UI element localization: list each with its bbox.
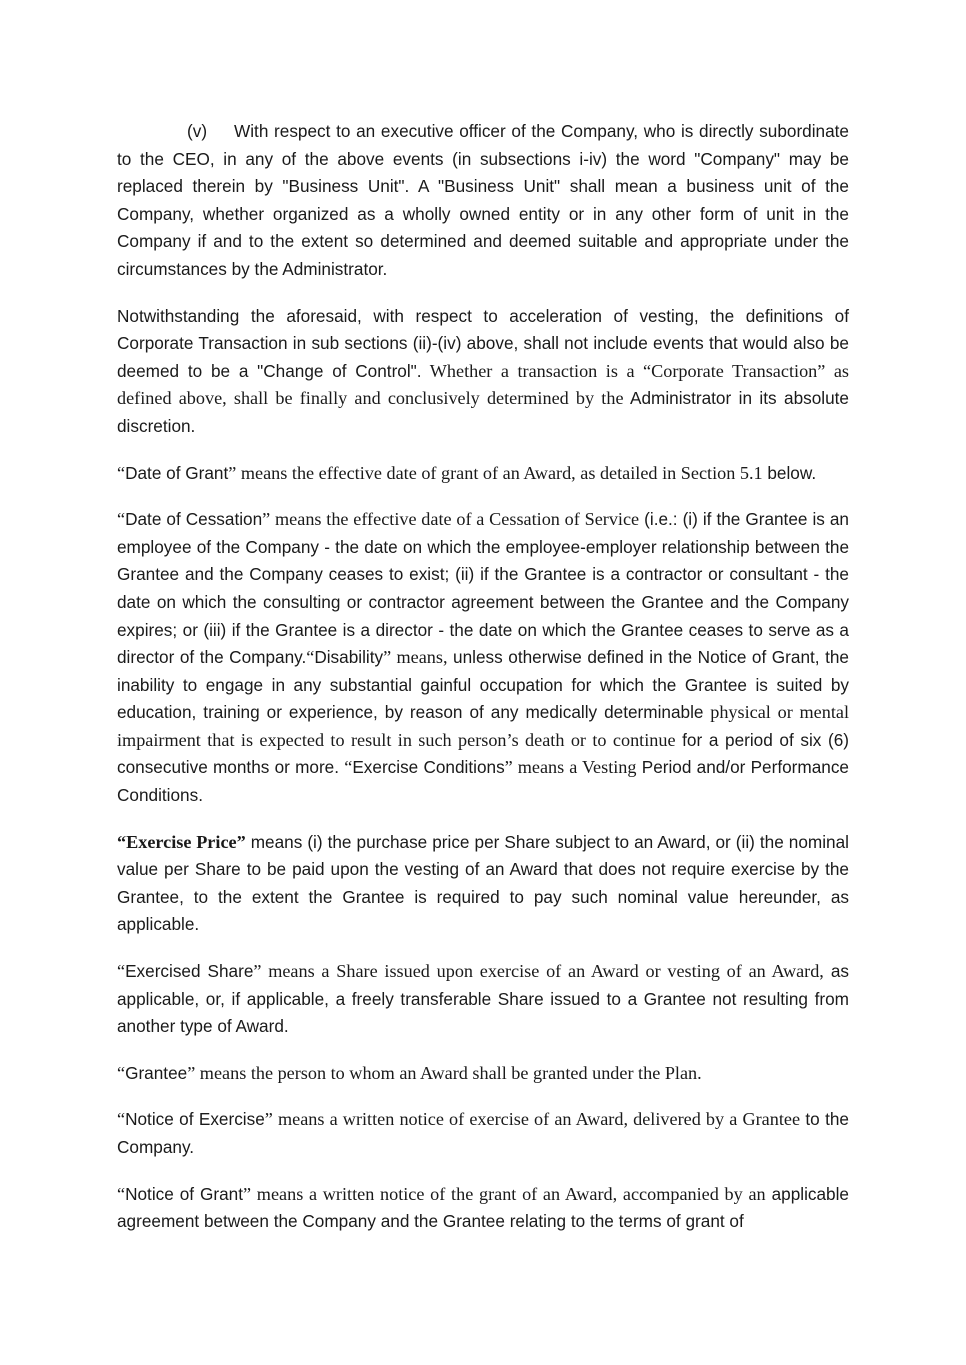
- defined-term: Exercised Share: [125, 961, 254, 982]
- paragraph-text-part2: Whether a transaction is a “Corporate Transaction” as defined above, shall be finally and conclusively determined by the: [117, 360, 849, 409]
- open-quote-disability: “: [306, 647, 315, 668]
- document-page: [117, 118, 849, 1255]
- definition-text: means (i) the purchase price per Share subject to an Award, or (ii) the nominal value per Share to be paid upon the vesting of an Award that does not require exercise by the Grantee, to the extent the Grantee is required to pay such nominal value hereunder, as applicable.: [117, 831, 849, 935]
- paragraph-text: With respect to an executive officer of the Company, who is directly subordinate to the CEO, in any of the above events (in subsections i-iv) the word "Company" may be replaced therein by "Business Unit". A "Business Unit" shall mean a business unit of the Company, whether organized as a wholly owned entity or in any other form of unit in the Company if and to the extent so determined and deemed suitable and appropriate under the circumstances by the Administrator.: [117, 121, 849, 279]
- paragraph-text-part1: Notwithstanding the aforesaid, with respect to acceleration of vesting, the definitions of Corporate Transaction in sub sections (ii)-(iv) above, shall not include events that would also be deemed to be a "Change of Control".: [117, 305, 849, 381]
- open-quote: “: [117, 961, 126, 982]
- open-quote: “: [117, 462, 126, 483]
- disability-means: ” means,: [383, 647, 448, 668]
- exercise-conditions-tail: Period and/or Performance Conditions.: [117, 757, 849, 806]
- disability-definition-tail: for a period of six (6) consecutive months or more.: [117, 729, 849, 778]
- disability-definition-serif: physical or mental impairment that is expected to result in such person’s death or to continue: [117, 702, 849, 750]
- defined-term: Notice of Exercise: [125, 1109, 265, 1130]
- defined-term-bold: “Exercise Price”: [117, 831, 246, 852]
- open-quote: “: [117, 1183, 126, 1204]
- definition-exercised-share: [117, 958, 849, 1041]
- defined-term: Notice of Grant: [125, 1183, 244, 1204]
- definition-date-of-grant: [117, 460, 849, 488]
- defined-term-disability: Disability: [314, 647, 384, 668]
- open-quote: “: [117, 1062, 126, 1083]
- definition-text-sans: applicable agreement between the Company and the Grantee relating to the terms of grant of: [117, 1183, 849, 1232]
- exercise-conditions-means: ” means a Vesting: [504, 757, 637, 778]
- open-quote: “: [117, 509, 126, 530]
- definition-text-sans: as applicable, or, if applicable, a freely transferable Share issued to a Grantee not resulting from another type of Award.: [117, 961, 849, 1037]
- defined-term: Grantee: [125, 1062, 188, 1083]
- paragraph-text-part3: Administrator in its absolute discretion.: [117, 388, 849, 436]
- definition-notice-of-grant: [117, 1181, 849, 1236]
- definition-text-sans: (i.e.: (i) if the Grantee is an employee of the Company - the date on which the employee-employer relationship between the Grantee and the Company ceases to exist; (ii) if the Grantee is a contractor or consultant - the date on which the consulting or contractor agreement between the Grantee and the Company expires; or (iii) if the Grantee is a director - the date on which the Grantee ceases to serve as a director of the Company.: [117, 509, 849, 668]
- subsection-marker: (v): [187, 121, 208, 141]
- definition-text-serif: ” means the effective date of a Cessation of Service: [262, 509, 640, 530]
- open-quote: “: [117, 1109, 126, 1130]
- definition-text-serif: ” means a Share issued upon exercise of an Award or vesting of an Award,: [253, 961, 824, 982]
- defined-term: Date of Cessation: [125, 509, 263, 530]
- definition-grantee: [117, 1060, 849, 1088]
- defined-term-exercise-conditions: Exercise Conditions: [352, 757, 505, 778]
- definition-text-serif: ” means a written notice of the grant of an Award, accompanied by an: [243, 1183, 766, 1204]
- disability-definition-sans: unless otherwise defined in the Notice of Grant, the inability to engage in any substantial gainful occupation for which the Grantee is suited by education, training or experience, by reason of any medically determinable: [117, 647, 849, 723]
- paragraph-notwithstanding: [117, 303, 849, 441]
- defined-term: Date of Grant: [125, 462, 229, 483]
- definition-exercise-price: [117, 829, 849, 939]
- definition-notice-of-exercise: [117, 1106, 849, 1161]
- definition-text-sans: to the Company.: [117, 1109, 849, 1157]
- paragraph-business-unit: [117, 118, 849, 284]
- definition-text-serif: ” means the person to whom an Award shall be granted under the Plan.: [187, 1062, 702, 1083]
- open-quote-exercise-conditions: “: [344, 757, 353, 778]
- definition-text-serif: ” means a written notice of exercise of an Award, delivered by a Grantee: [264, 1109, 801, 1130]
- definition-tail: below.: [762, 462, 817, 483]
- definition-date-of-cessation: [117, 506, 849, 810]
- definition-text: ” means the effective date of grant of an Award, as detailed in Section 5.1: [228, 462, 763, 483]
